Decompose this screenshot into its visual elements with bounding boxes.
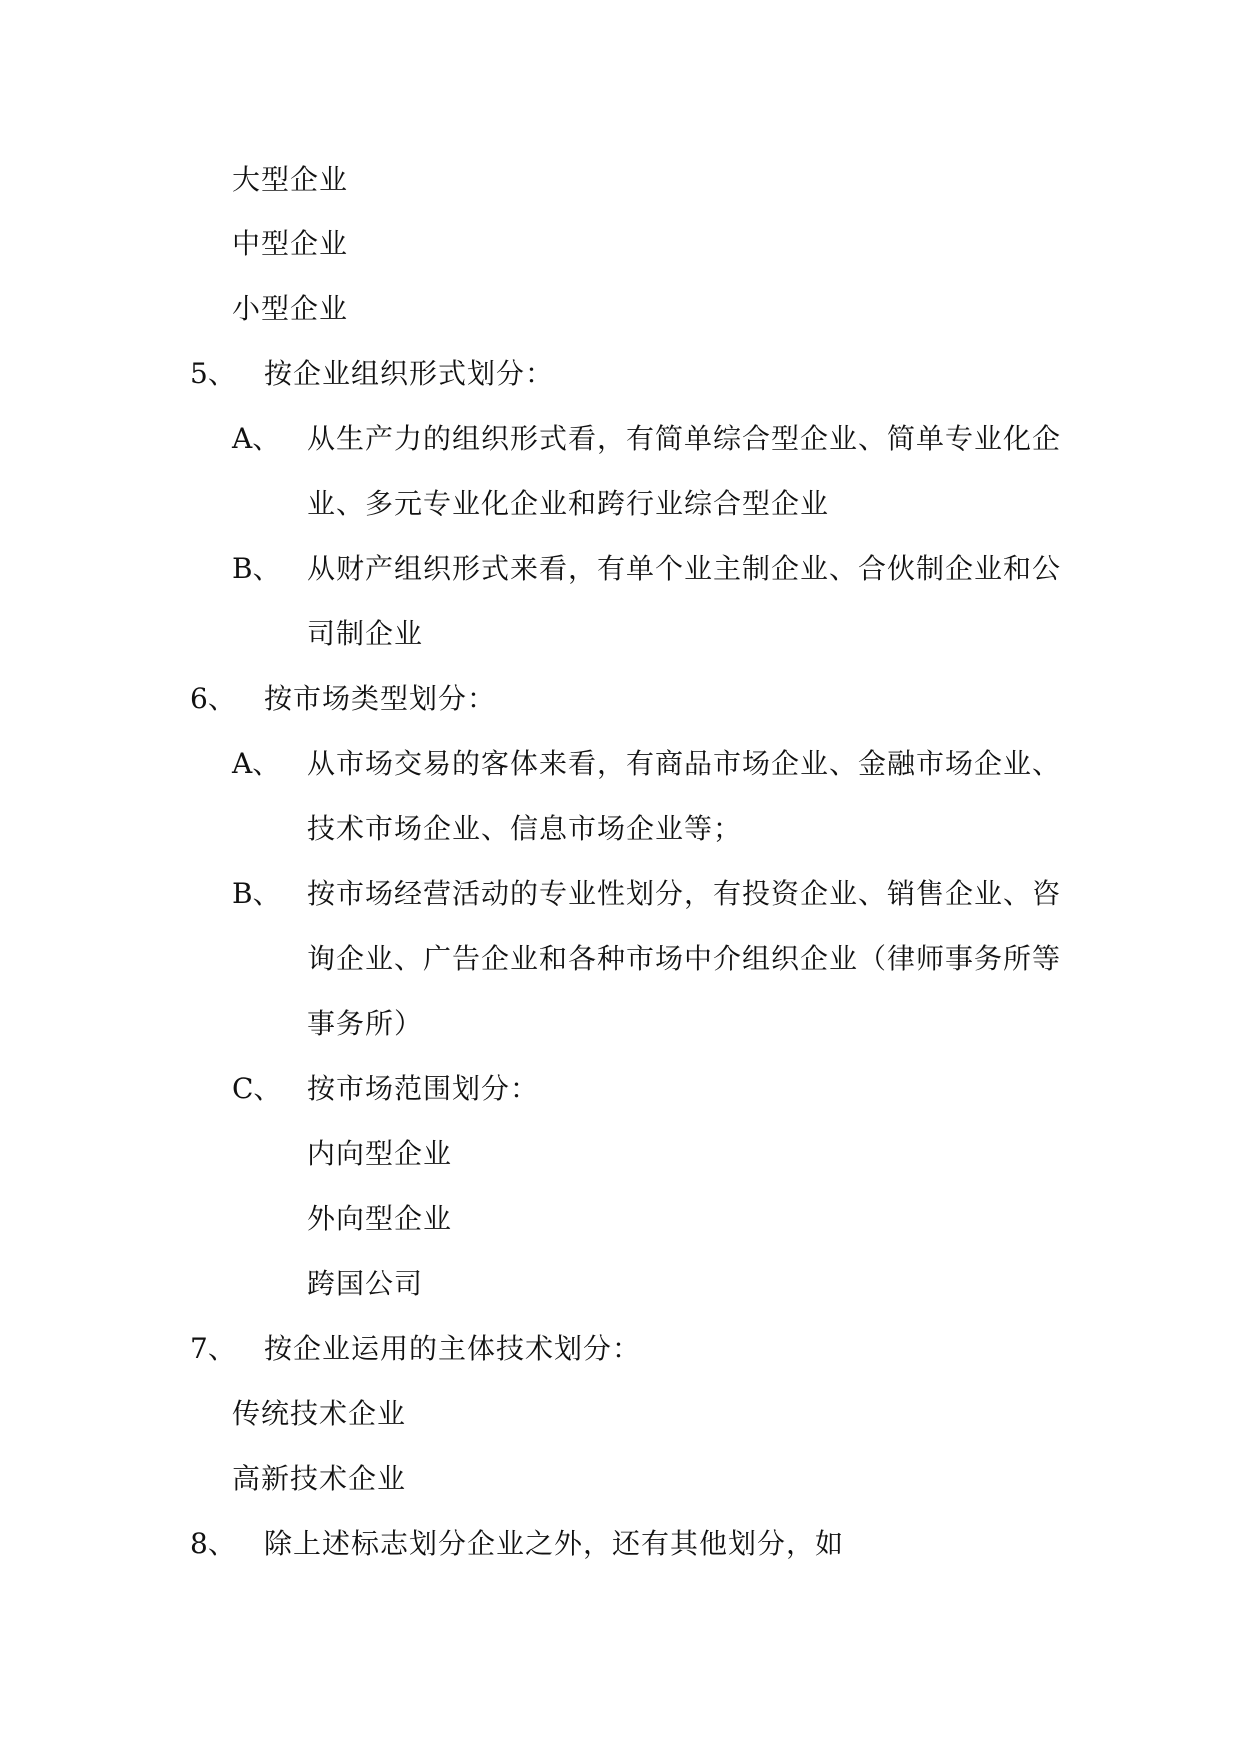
section-7-number: 7、: [190, 1332, 236, 1365]
section-5a-marker: A、: [232, 422, 281, 455]
section-5b-line-1: 从财产组织形式来看，有单个业主制企业、合伙制企业和公: [307, 552, 1062, 585]
section-6c-marker: C、: [232, 1072, 282, 1105]
section-5a-line-1: 从生产力的组织形式看，有简单综合型企业、简单专业化企: [307, 422, 1062, 455]
section-6-number: 6、: [190, 682, 236, 715]
section-5a-line-2: 业、多元专业化企业和跨行业综合型企业: [307, 487, 830, 520]
section-7-title: 按企业运用的主体技术划分：: [264, 1332, 642, 1365]
section-6b-line-1: 按市场经营活动的专业性划分，有投资企业、销售企业、咨: [307, 877, 1062, 910]
list-item-multinational: 跨国公司: [307, 1267, 424, 1300]
section-5-title: 按企业组织形式划分：: [264, 357, 555, 390]
list-item-high-tech: 高新技术企业: [232, 1462, 407, 1495]
list-item-inward-enterprise: 内向型企业: [307, 1137, 453, 1170]
section-5b-marker: B、: [232, 552, 281, 585]
section-8-title: 除上述标志划分企业之外，还有其他划分，如: [264, 1527, 845, 1560]
section-6b-line-2: 询企业、广告企业和各种市场中介组织企业（律师事务所等: [307, 942, 1062, 975]
list-item-medium-enterprise: 中型企业: [232, 227, 349, 260]
section-5b-line-2: 司制企业: [307, 617, 424, 650]
list-item-large-enterprise: 大型企业: [232, 163, 349, 196]
section-6a-marker: A、: [232, 747, 281, 780]
section-6a-line-1: 从市场交易的客体来看，有商品市场企业、金融市场企业、: [307, 747, 1062, 780]
section-8-number: 8、: [190, 1527, 236, 1560]
section-6a-line-2: 技术市场企业、信息市场企业等；: [307, 812, 743, 845]
list-item-traditional-tech: 传统技术企业: [232, 1397, 407, 1430]
section-6-title: 按市场类型划分：: [264, 682, 497, 715]
section-6c-title: 按市场范围划分：: [307, 1072, 540, 1105]
section-6b-marker: B、: [232, 877, 281, 910]
list-item-small-enterprise: 小型企业: [232, 292, 349, 325]
list-item-outward-enterprise: 外向型企业: [307, 1202, 453, 1235]
section-6b-line-3: 事务所）: [307, 1007, 424, 1040]
section-5-number: 5、: [190, 357, 236, 390]
